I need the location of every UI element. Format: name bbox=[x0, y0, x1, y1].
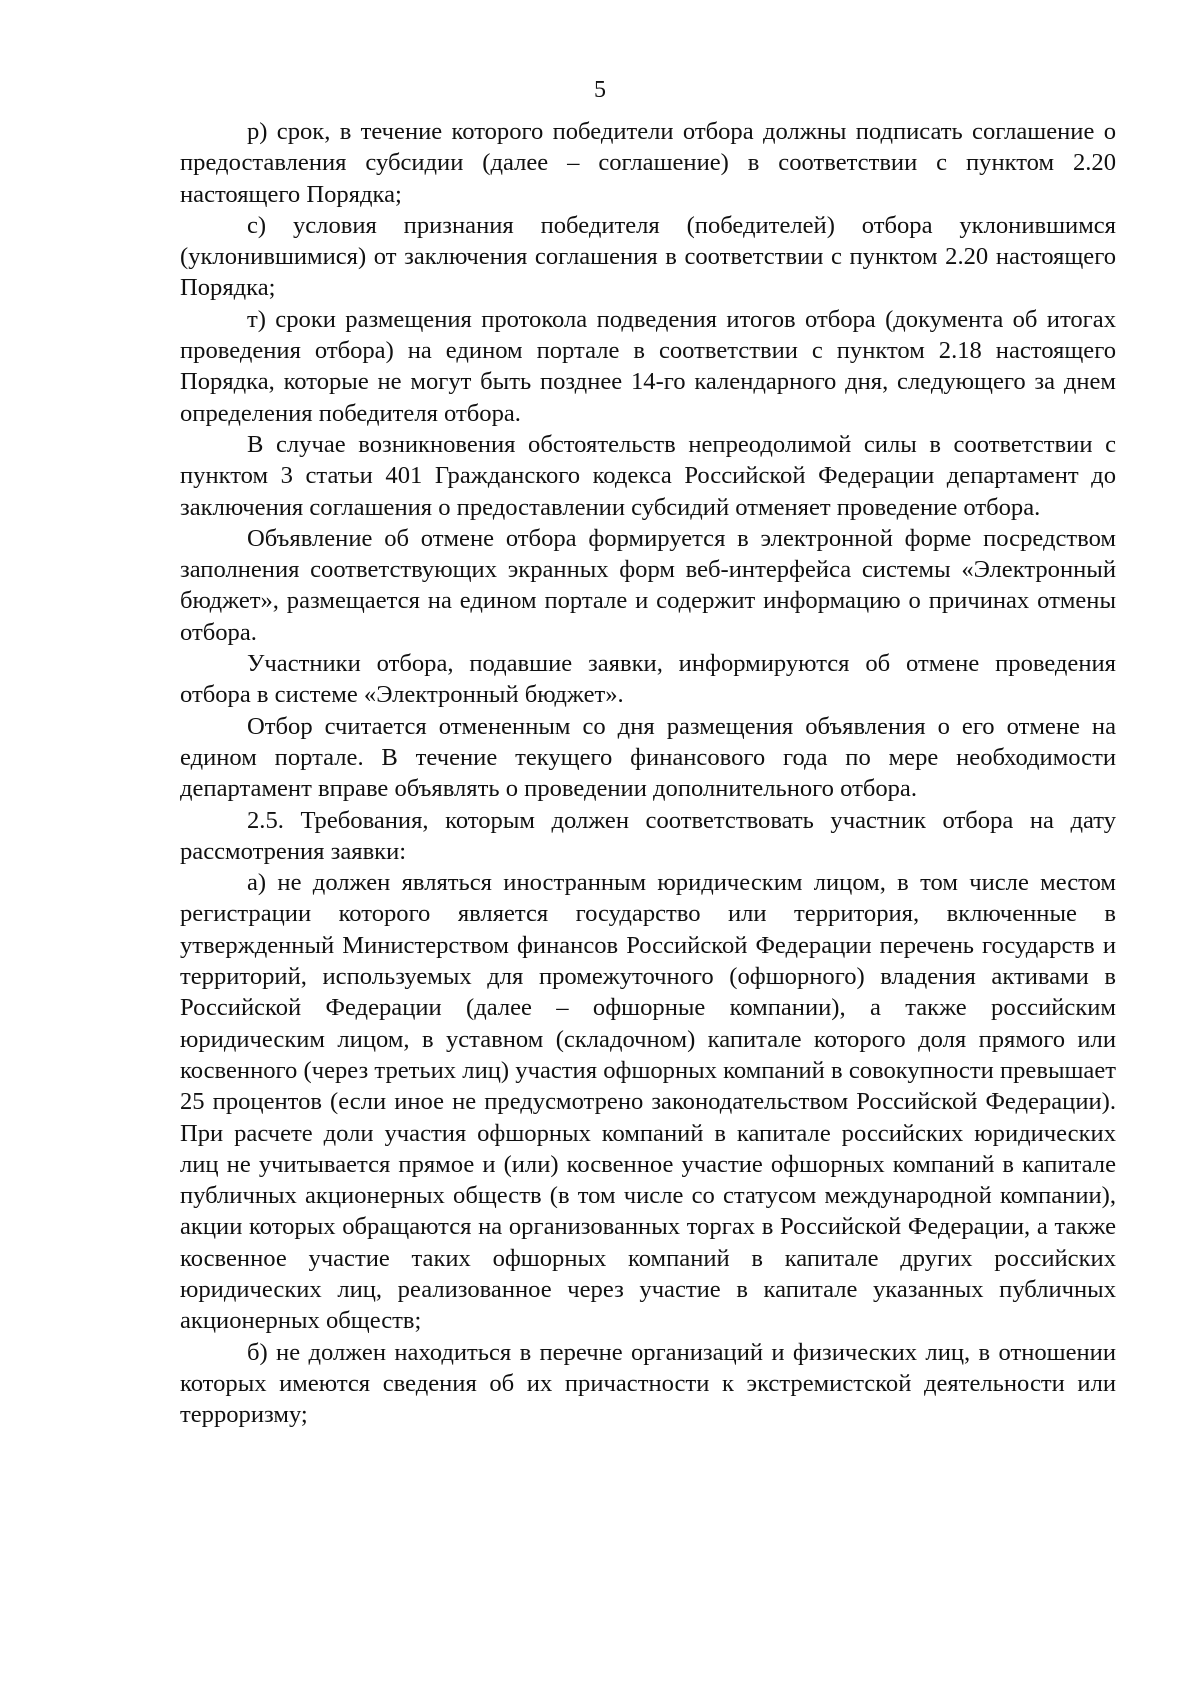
paragraph-b: б) не должен находиться в перечне организаций и физических лиц, в отношении которых имеются сведения об их причастности к экстремистской деятельности или терроризму; bbox=[180, 1338, 1116, 1429]
paragraph-a: а) не должен являться иностранным юридическим лицом, в том числе местом регистрации которого является государство или территория, включенные в утвержденный Министерством финансов Российской Федерации перечень государств и территорий, используемых для промежуточного (офшорного) владения активами в Российской Федерации (далее – офшорные компании), а также российским юридическим лицом, в уставном (складочном) капитале которого доля прямого или косвенного (через третьих лиц) участия офшорных компаний в совокупности превышает 25 процентов (если иное не предусмотрено законодательством Российской Федерации). При расчете доли участия офшорных компаний в капитале российских юридических лиц не учитывается прямое и (или) косвенное участие офшорных компаний в капитале публичных акционерных обществ (в том числе со статусом международной компании), акции которых обращаются на организованных торгах в Российской Федерации, а также косвенное участие таких офшорных компаний в капитале других российских юридических лиц, реализованное через участие в капитале указанных публичных акционерных обществ; bbox=[180, 869, 1116, 1335]
document-body bbox=[180, 116, 1116, 1430]
page-number: 5 bbox=[594, 77, 606, 103]
paragraph-section-2-5: 2.5. Требования, которым должен соответствовать участник отбора на дату рассмотрения заявки: bbox=[180, 806, 1116, 865]
paragraph-r: р) срок, в течение которого победители отбора должны подписать соглашение о предоставления субсидии (далее – соглашение) в соответствии с пунктом 2.20 настоящего Порядка; bbox=[180, 118, 1116, 208]
paragraph-force-majeure: В случае возникновения обстоятельств непреодолимой силы в соответствии с пунктом 3 статьи 401 Гражданского кодекса Российской Федерации департамент до заключения соглашения о предоставлении субсидий отменяет проведение отбора. bbox=[180, 430, 1116, 521]
paragraph-selection-cancelled: Отбор считается отмененным со дня размещения объявления о его отмене на едином портале. В течение текущего финансового года по мере необходимости департамент вправе объявлять о проведении дополнительного отбора. bbox=[180, 712, 1116, 803]
paragraph-cancellation-notice: Объявление об отмене отбора формируется в электронной форме посредством заполнения соответствующих экранных форм веб-интерфейса системы «Электронный бюджет», размещается на едином портале и содержит информацию о причинах отмены отбора. bbox=[180, 524, 1116, 646]
paragraph-t: т) сроки размещения протокола подведения итогов отбора (документа об итогах проведения отбора) на едином портале в соответствии с пунктом 2.18 настоящего Порядка, которые не могут быть позднее 14-го календарного дня, следующего за днем определения победителя отбора. bbox=[180, 305, 1116, 427]
paragraph-participants-informed: Участники отбора, подавшие заявки, информируются об отмене проведения отбора в системе «Электронный бюджет». bbox=[180, 650, 1116, 709]
paragraph-s: с) условия признания победителя (победителей) отбора уклонившимся (уклонившимися) от заключения соглашения в соответствии с пунктом 2.20 настоящего Порядка; bbox=[180, 211, 1116, 302]
